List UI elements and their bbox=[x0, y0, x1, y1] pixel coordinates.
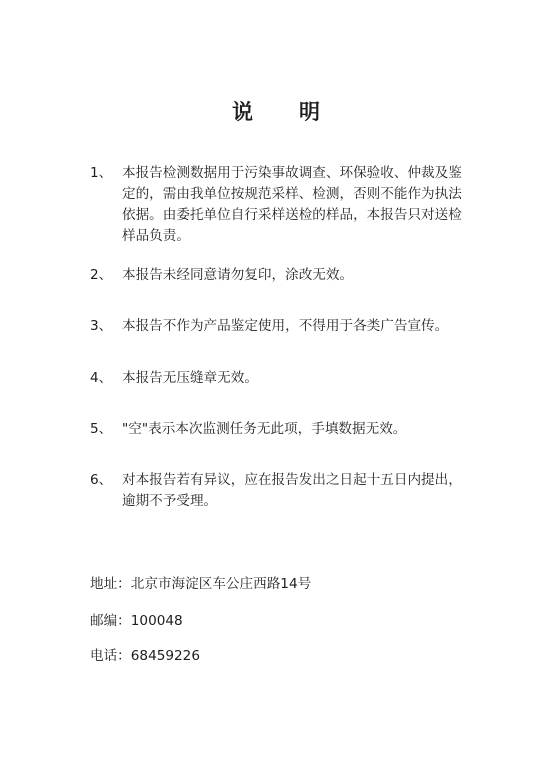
list-item bbox=[90, 368, 510, 389]
list-item bbox=[90, 316, 510, 337]
list-item bbox=[90, 163, 510, 247]
item-text: 对本报告若有异议，应在报告发出之日起十五日内提出， 逾期不予受理。 bbox=[122, 472, 462, 509]
item-text: 本报告无压缝章无效。 bbox=[122, 370, 258, 386]
item-number: 1、 bbox=[90, 165, 113, 181]
item-number: 5、 bbox=[90, 421, 113, 437]
item-text: 本报告不作为产品鉴定使用，不得用于各类广告宣传。 bbox=[122, 318, 449, 334]
item-number: 2、 bbox=[90, 267, 113, 283]
list-item bbox=[90, 419, 510, 440]
page-title bbox=[0, 96, 554, 126]
item-text: 本报告检测数据用于污染事故调查、环保验收、仲裁及鉴 定的，需由我单位按规范采样、检测，否则不能作为执法 依据。由委托单位自行采样送检的样品，本报告只对送检 样品负责。 bbox=[122, 165, 462, 244]
postcode-line: 邮编：100048 bbox=[90, 613, 183, 629]
item-text: "空"表示本次监测任务无此项，手填数据无效。 bbox=[122, 421, 407, 437]
item-number: 6、 bbox=[90, 472, 113, 488]
phone-line: 电话：68459226 bbox=[90, 648, 200, 664]
item-text: 本报告未经同意请勿复印，涂改无效。 bbox=[122, 267, 354, 283]
item-number: 3、 bbox=[90, 318, 113, 334]
address-line: 地址：北京市海淀区车公庄西路14号 bbox=[90, 576, 312, 592]
list-item bbox=[90, 470, 510, 512]
item-number: 4、 bbox=[90, 370, 113, 386]
title-char-2: 明 bbox=[299, 100, 322, 124]
title-char-1: 说 bbox=[232, 100, 255, 124]
list-item bbox=[90, 265, 510, 286]
